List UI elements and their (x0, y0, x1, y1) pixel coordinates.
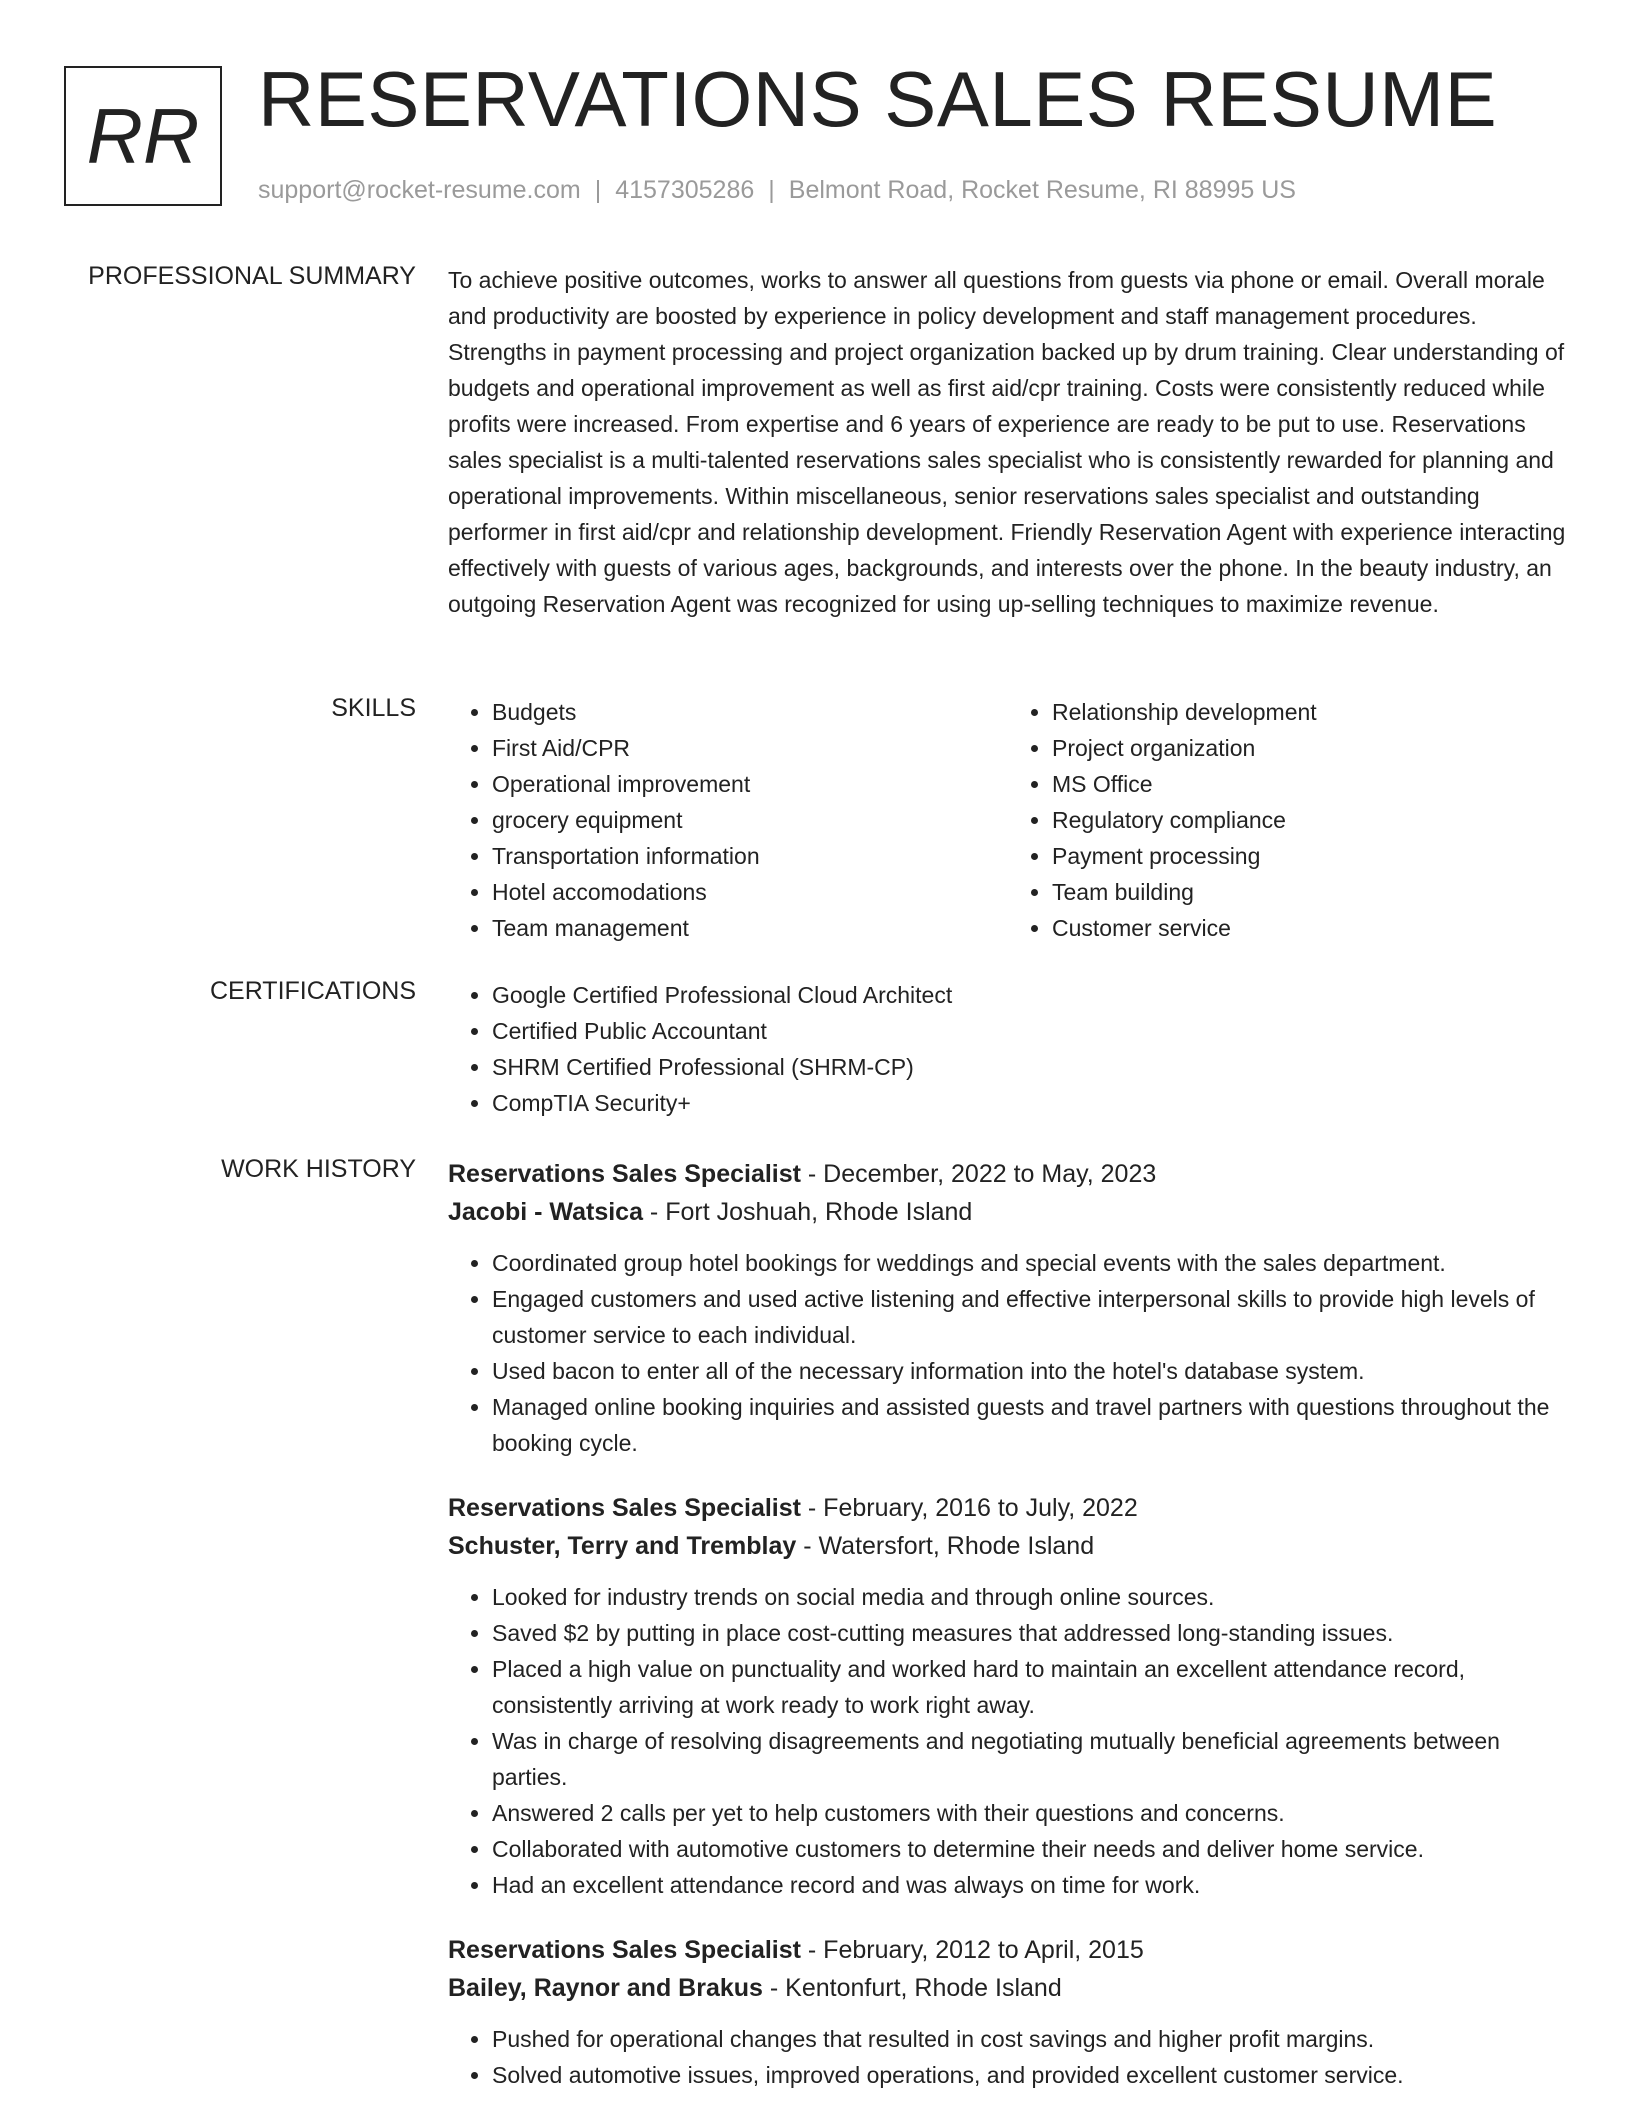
job-bullets (448, 1245, 1568, 1461)
skill-item: • Regulatory compliance (1052, 802, 1568, 838)
summary-body (448, 262, 1568, 622)
skill-item: • First Aid/CPR (492, 730, 1008, 766)
job-bullet: • Solved automotive issues, improved operations, and provided excellent customer service. (492, 2057, 1568, 2093)
page-title: RESERVATIONS SALES RESUME (258, 55, 1498, 143)
skill-item: • Team building (1052, 874, 1568, 910)
job-company-line (448, 1193, 1568, 1231)
job-bullet: • Answered 2 calls per yet to help customers with their questions and concerns. (492, 1795, 1568, 1831)
contact-separator: | (768, 176, 775, 204)
skill-item: • Payment processing (1052, 838, 1568, 874)
job-title: Reservations Sales Specialist (448, 1160, 801, 1188)
job-title: Reservations Sales Specialist (448, 1494, 801, 1522)
job-company: Schuster, Terry and Tremblay (448, 1532, 797, 1560)
job-bullet: • Collaborated with automotive customers to determine their needs and deliver home service. (492, 1831, 1568, 1867)
contact-phone[interactable]: 4157305286 (615, 176, 755, 204)
job-title-line (448, 1489, 1568, 1527)
certifications-list (448, 977, 1568, 1121)
job-bullet: • Pushed for operational changes that resulted in cost savings and higher profit margins. (492, 2021, 1568, 2057)
skill-item: • Relationship development (1052, 694, 1568, 730)
job-dates: - February, 2012 to April, 2015 (800, 1936, 1144, 1964)
skill-item: • grocery equipment (492, 802, 1008, 838)
skill-item: • Budgets (492, 694, 1008, 730)
job-location: - Kentonfurt, Rhode Island (762, 1974, 1062, 2002)
job-location: - Watersfort, Rhode Island (796, 1532, 1095, 1560)
skill-item: • Hotel accomodations (492, 874, 1008, 910)
job-bullet: • Had an excellent attendance record and was always on time for work. (492, 1867, 1568, 1903)
job-bullets (448, 2021, 1568, 2093)
job-bullets (448, 1579, 1568, 1903)
certification-item: • SHRM Certified Professional (SHRM-CP) (492, 1049, 1568, 1085)
skill-item: • Transportation information (492, 838, 1008, 874)
section-label-work-history: WORK HISTORY (221, 1155, 416, 1183)
certifications-body (448, 977, 1568, 1121)
job-title-line (448, 1155, 1568, 1193)
contact-address: Belmont Road, Rocket Resume, RI 88995 US (788, 176, 1296, 204)
job-company-line (448, 1527, 1568, 1565)
job-bullet: • Managed online booking inquiries and assisted guests and travel partners with questions throughout the booking cycle. (492, 1389, 1568, 1461)
skill-item: • Project organization (1052, 730, 1568, 766)
job-company: Jacobi - Watsica (448, 1198, 643, 1226)
monogram-logo: RR (64, 66, 222, 206)
job-bullet: • Used bacon to enter all of the necessary information into the hotel's database system. (492, 1353, 1568, 1389)
job-title-line (448, 1931, 1568, 1969)
summary-text: To achieve positive outcomes, works to answer all questions from guests via phone or email. Overall morale and productivity are boosted by experience in policy development and staff management procedures. Strengths in payment processing and project organization backed up by drum training. Clear understanding of budgets and operational improvement as well as first aid/cpr training. Costs were consistently reduced while profits were increased. From expertise and 6 years of experience are ready to be put to use. Reservations sales specialist is a multi-talented reservations sales specialist who is consistently rewarded for planning and operational improvements. Within miscellaneous, senior reservations sales specialist and outstanding performer in first aid/cpr and relationship development. Friendly Reservation Agent with experience interacting effectively with guests of various ages, backgrounds, and interests over the phone. In the beauty industry, an outgoing Reservation Agent was recognized for using up-selling techniques to maximize revenue. (448, 267, 1566, 617)
section-label-summary: PROFESSIONAL SUMMARY (88, 262, 416, 290)
job-company-line (448, 1969, 1568, 2007)
job-bullet: • Saved $2 by putting in place cost-cutting measures that addressed long-standing issues. (492, 1615, 1568, 1651)
contact-separator: | (594, 176, 602, 204)
skill-item: • MS Office (1052, 766, 1568, 802)
skill-item: • Team management (492, 910, 1008, 946)
certification-item: • Google Certified Professional Cloud Architect (492, 977, 1568, 1013)
certification-item: • Certified Public Accountant (492, 1013, 1568, 1049)
job-entry (448, 1489, 1568, 1903)
section-label-skills: SKILLS (331, 694, 416, 722)
job-entry (448, 1931, 1568, 2093)
certification-item: • CompTIA Security+ (492, 1085, 1568, 1121)
job-bullet: • Engaged customers and used active listening and effective interpersonal skills to provide high levels of customer service to each individual. (492, 1281, 1568, 1353)
job-bullet: • Coordinated group hotel bookings for weddings and special events with the sales department. (492, 1245, 1568, 1281)
job-bullet: • Placed a high value on punctuality and worked hard to maintain an excellent attendance record, consistently arriving at work ready to work right away. (492, 1651, 1568, 1723)
skills-list-right (1008, 694, 1568, 946)
skills-list-left (448, 694, 1008, 946)
contact-line (258, 176, 1296, 205)
work-history-body (448, 1155, 1568, 2121)
skill-item: • Operational improvement (492, 766, 1008, 802)
job-bullet: • Was in charge of resolving disagreements and negotiating mutually beneficial agreements between parties. (492, 1723, 1568, 1795)
job-location: - Fort Joshuah, Rhode Island (642, 1198, 973, 1226)
job-company: Bailey, Raynor and Brakus (448, 1974, 763, 2002)
job-dates: - February, 2016 to July, 2022 (800, 1494, 1138, 1522)
job-title: Reservations Sales Specialist (448, 1936, 801, 1964)
job-bullet: • Looked for industry trends on social media and through online sources. (492, 1579, 1568, 1615)
job-dates: - December, 2022 to May, 2023 (800, 1160, 1157, 1188)
section-label-certifications: CERTIFICATIONS (209, 977, 416, 1005)
contact-email[interactable]: support@rocket-resume.com (258, 176, 581, 204)
skill-item: • Customer service (1052, 910, 1568, 946)
skills-body (448, 694, 1568, 946)
job-entry (448, 1155, 1568, 1461)
